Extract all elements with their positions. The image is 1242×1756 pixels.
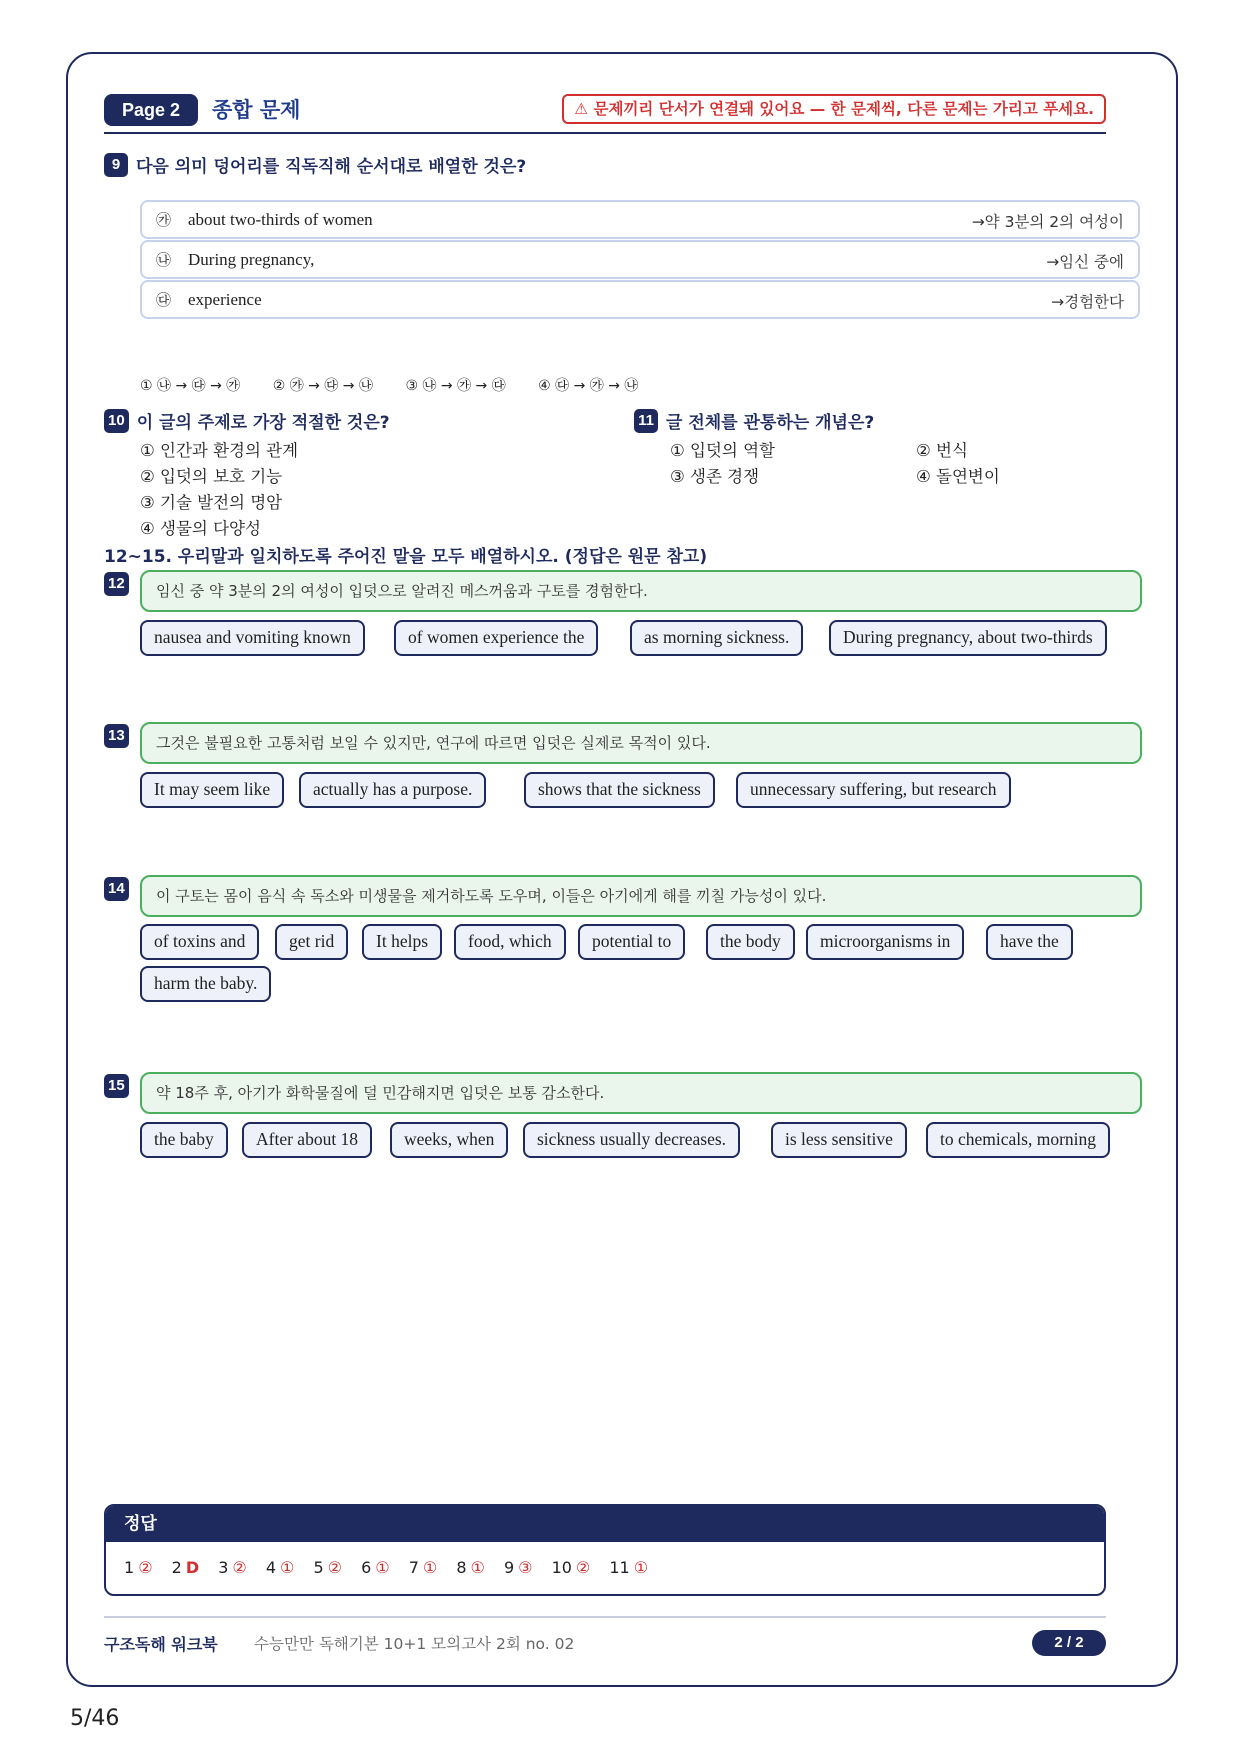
question-10-head: [104, 408, 390, 433]
answer-value: ②: [232, 1558, 247, 1577]
chunk-korean: →약 3분의 2의 여성이: [971, 213, 1124, 231]
answer-value: ②: [575, 1558, 591, 1577]
answer-item: [456, 1558, 485, 1577]
korean-prompt: 임신 중 약 3분의 2의 여성이 입덧으로 알려진 메스꺼움과 구토를 경험한다.: [140, 570, 1142, 612]
warning-banner: ⚠ 문제끼리 단서가 연결돼 있어요 — 한 문제씩, 다른 문제는 가리고 푸세요.: [562, 94, 1106, 124]
worksheet-page: [66, 52, 1178, 1687]
word-tile[interactable]: of women experience the: [394, 620, 598, 656]
question-number: 12: [104, 572, 129, 596]
word-tile[interactable]: harm the baby.: [140, 966, 271, 1002]
word-tile[interactable]: food, which: [454, 924, 566, 960]
word-tile[interactable]: nausea and vomiting known: [140, 620, 365, 656]
answer-item: [361, 1558, 390, 1577]
option[interactable]: ② 입덧의 보호 기능: [140, 467, 283, 486]
option[interactable]: ③ ㉯ → ㉮ → ㉰: [405, 378, 506, 394]
chunk-row: [140, 280, 1140, 319]
chunk-english: During pregnancy,: [188, 250, 315, 269]
answer-item: [409, 1558, 438, 1577]
answer-number: 1: [124, 1558, 135, 1577]
word-tile[interactable]: the body: [706, 924, 795, 960]
answer-number: 2: [171, 1558, 182, 1577]
korean-prompt: 그것은 불필요한 고통처럼 보일 수 있지만, 연구에 따르면 입덧은 실제로 목적이 있다.: [140, 722, 1142, 764]
section-title: 12~15. 우리말과 일치하도록 주어진 말을 모두 배열하시오. (정답은 원문 참고): [104, 547, 708, 567]
question-number: 14: [104, 877, 129, 901]
footer-subtitle: 수능만만 독해기본 10+1 모의고사 2회 no. 02: [254, 1635, 575, 1653]
answer-list: [106, 1542, 1104, 1577]
word-tile[interactable]: actually has a purpose.: [299, 772, 486, 808]
word-tile[interactable]: is less sensitive: [771, 1122, 907, 1158]
answer-value: D: [185, 1558, 200, 1577]
option[interactable]: ④ 돌연변이: [916, 467, 1000, 486]
word-tile[interactable]: weeks, when: [390, 1122, 508, 1158]
option[interactable]: ② ㉮ → ㉰ → ㉯: [272, 378, 373, 394]
option[interactable]: ③ 기술 발전의 명암: [140, 493, 283, 512]
question-text: 이 글의 주제로 가장 적절한 것은?: [136, 413, 390, 433]
option[interactable]: ③ 생존 경쟁: [670, 467, 760, 486]
answer-item: [266, 1558, 295, 1577]
option[interactable]: ① 인간과 환경의 관계: [140, 441, 299, 460]
question-number: 15: [104, 1074, 129, 1098]
chunk-english: experience: [188, 290, 262, 309]
answer-item: [124, 1558, 153, 1577]
question-number: 10: [104, 409, 129, 433]
answer-value: ②: [327, 1558, 342, 1577]
word-tile[interactable]: as morning sickness.: [630, 620, 803, 656]
answer-item: [552, 1558, 591, 1577]
answer-number: 4: [265, 1558, 276, 1577]
question-text: 글 전체를 관통하는 개념은?: [666, 413, 875, 433]
answer-number: 10: [551, 1558, 572, 1577]
word-tile[interactable]: unnecessary suffering, but research: [736, 772, 1011, 808]
answer-key: [104, 1504, 1106, 1596]
answer-key-title: 정답: [106, 1506, 1104, 1542]
word-tile[interactable]: It helps: [362, 924, 442, 960]
question-9-head: [104, 152, 526, 177]
option[interactable]: ④ 생물의 다양성: [140, 519, 261, 538]
footer-page-number: 2 / 2: [1032, 1630, 1106, 1656]
word-tile[interactable]: have the: [986, 924, 1073, 960]
answer-value: ①: [633, 1558, 649, 1577]
answer-value: ①: [280, 1558, 295, 1577]
answer-item: [609, 1558, 648, 1577]
word-tile[interactable]: of toxins and: [140, 924, 259, 960]
answer-number: 5: [313, 1558, 324, 1577]
answer-value: ①: [375, 1558, 390, 1577]
footer-brand: 구조독해 워크북: [104, 1635, 218, 1654]
word-tile[interactable]: the baby: [140, 1122, 228, 1158]
page-label: Page 2: [104, 94, 198, 126]
word-tile[interactable]: microorganisms in: [806, 924, 964, 960]
option[interactable]: ④ ㉰ → ㉮ → ㉯: [538, 378, 639, 394]
answer-number: 9: [503, 1558, 515, 1577]
answer-number: 7: [408, 1558, 419, 1577]
chunk-english: about two-thirds of women: [188, 210, 373, 229]
word-tile[interactable]: potential to: [578, 924, 685, 960]
question-number: 13: [104, 724, 129, 748]
question-number: 11: [634, 409, 658, 433]
option[interactable]: ① 입덧의 역할: [670, 441, 775, 460]
chunk-korean: →임신 중에: [1046, 253, 1124, 271]
option[interactable]: ② 번식: [916, 441, 968, 460]
word-tile[interactable]: sickness usually decreases.: [523, 1122, 740, 1158]
page-header: [104, 92, 1106, 134]
answer-item: [218, 1558, 247, 1577]
answer-number: 3: [218, 1558, 229, 1577]
answer-item: [504, 1558, 533, 1577]
answer-item: [313, 1558, 342, 1577]
document-page-counter: 5/46: [70, 1706, 120, 1731]
korean-prompt: 이 구토는 몸이 음식 속 독소와 미생물을 제거하도록 도우며, 이들은 아기에게 해를 끼칠 가능성이 있다.: [140, 875, 1142, 917]
chunk-mark: ㉯: [156, 251, 172, 269]
word-tile[interactable]: to chemicals, morning: [926, 1122, 1110, 1158]
question-number: 9: [104, 153, 128, 177]
answer-value: ②: [138, 1558, 153, 1577]
word-tile[interactable]: After about 18: [242, 1122, 372, 1158]
answer-value: ①: [422, 1558, 438, 1577]
answer-number: 11: [609, 1558, 630, 1577]
question-9-options: [140, 375, 1040, 395]
word-tile[interactable]: shows that the sickness: [524, 772, 715, 808]
chunk-row: [140, 240, 1140, 279]
answer-value: ①: [470, 1558, 485, 1577]
chunk-mark: ㉮: [156, 211, 172, 229]
option[interactable]: ① ㉯ → ㉰ → ㉮: [140, 378, 241, 394]
word-tile[interactable]: get rid: [275, 924, 348, 960]
question-text: 다음 의미 덩어리를 직독직해 순서대로 배열한 것은?: [136, 157, 527, 177]
page-title: 종합 문제: [212, 98, 301, 122]
korean-prompt: 약 18주 후, 아기가 화학물질에 덜 민감해지면 입덧은 보통 감소한다.: [140, 1072, 1142, 1114]
word-tile[interactable]: During pregnancy, about two-thirds: [829, 620, 1107, 656]
chunk-korean: →경험한다: [1051, 293, 1124, 311]
chunk-row: [140, 200, 1140, 239]
question-11-head: [634, 408, 874, 433]
answer-number: 6: [361, 1558, 372, 1577]
word-tile[interactable]: It may seem like: [140, 772, 284, 808]
answer-item: [172, 1558, 199, 1577]
footer-divider: [104, 1616, 1106, 1618]
answer-value: ③: [518, 1558, 533, 1577]
answer-number: 8: [456, 1558, 467, 1577]
chunk-mark: ㉰: [156, 291, 172, 309]
